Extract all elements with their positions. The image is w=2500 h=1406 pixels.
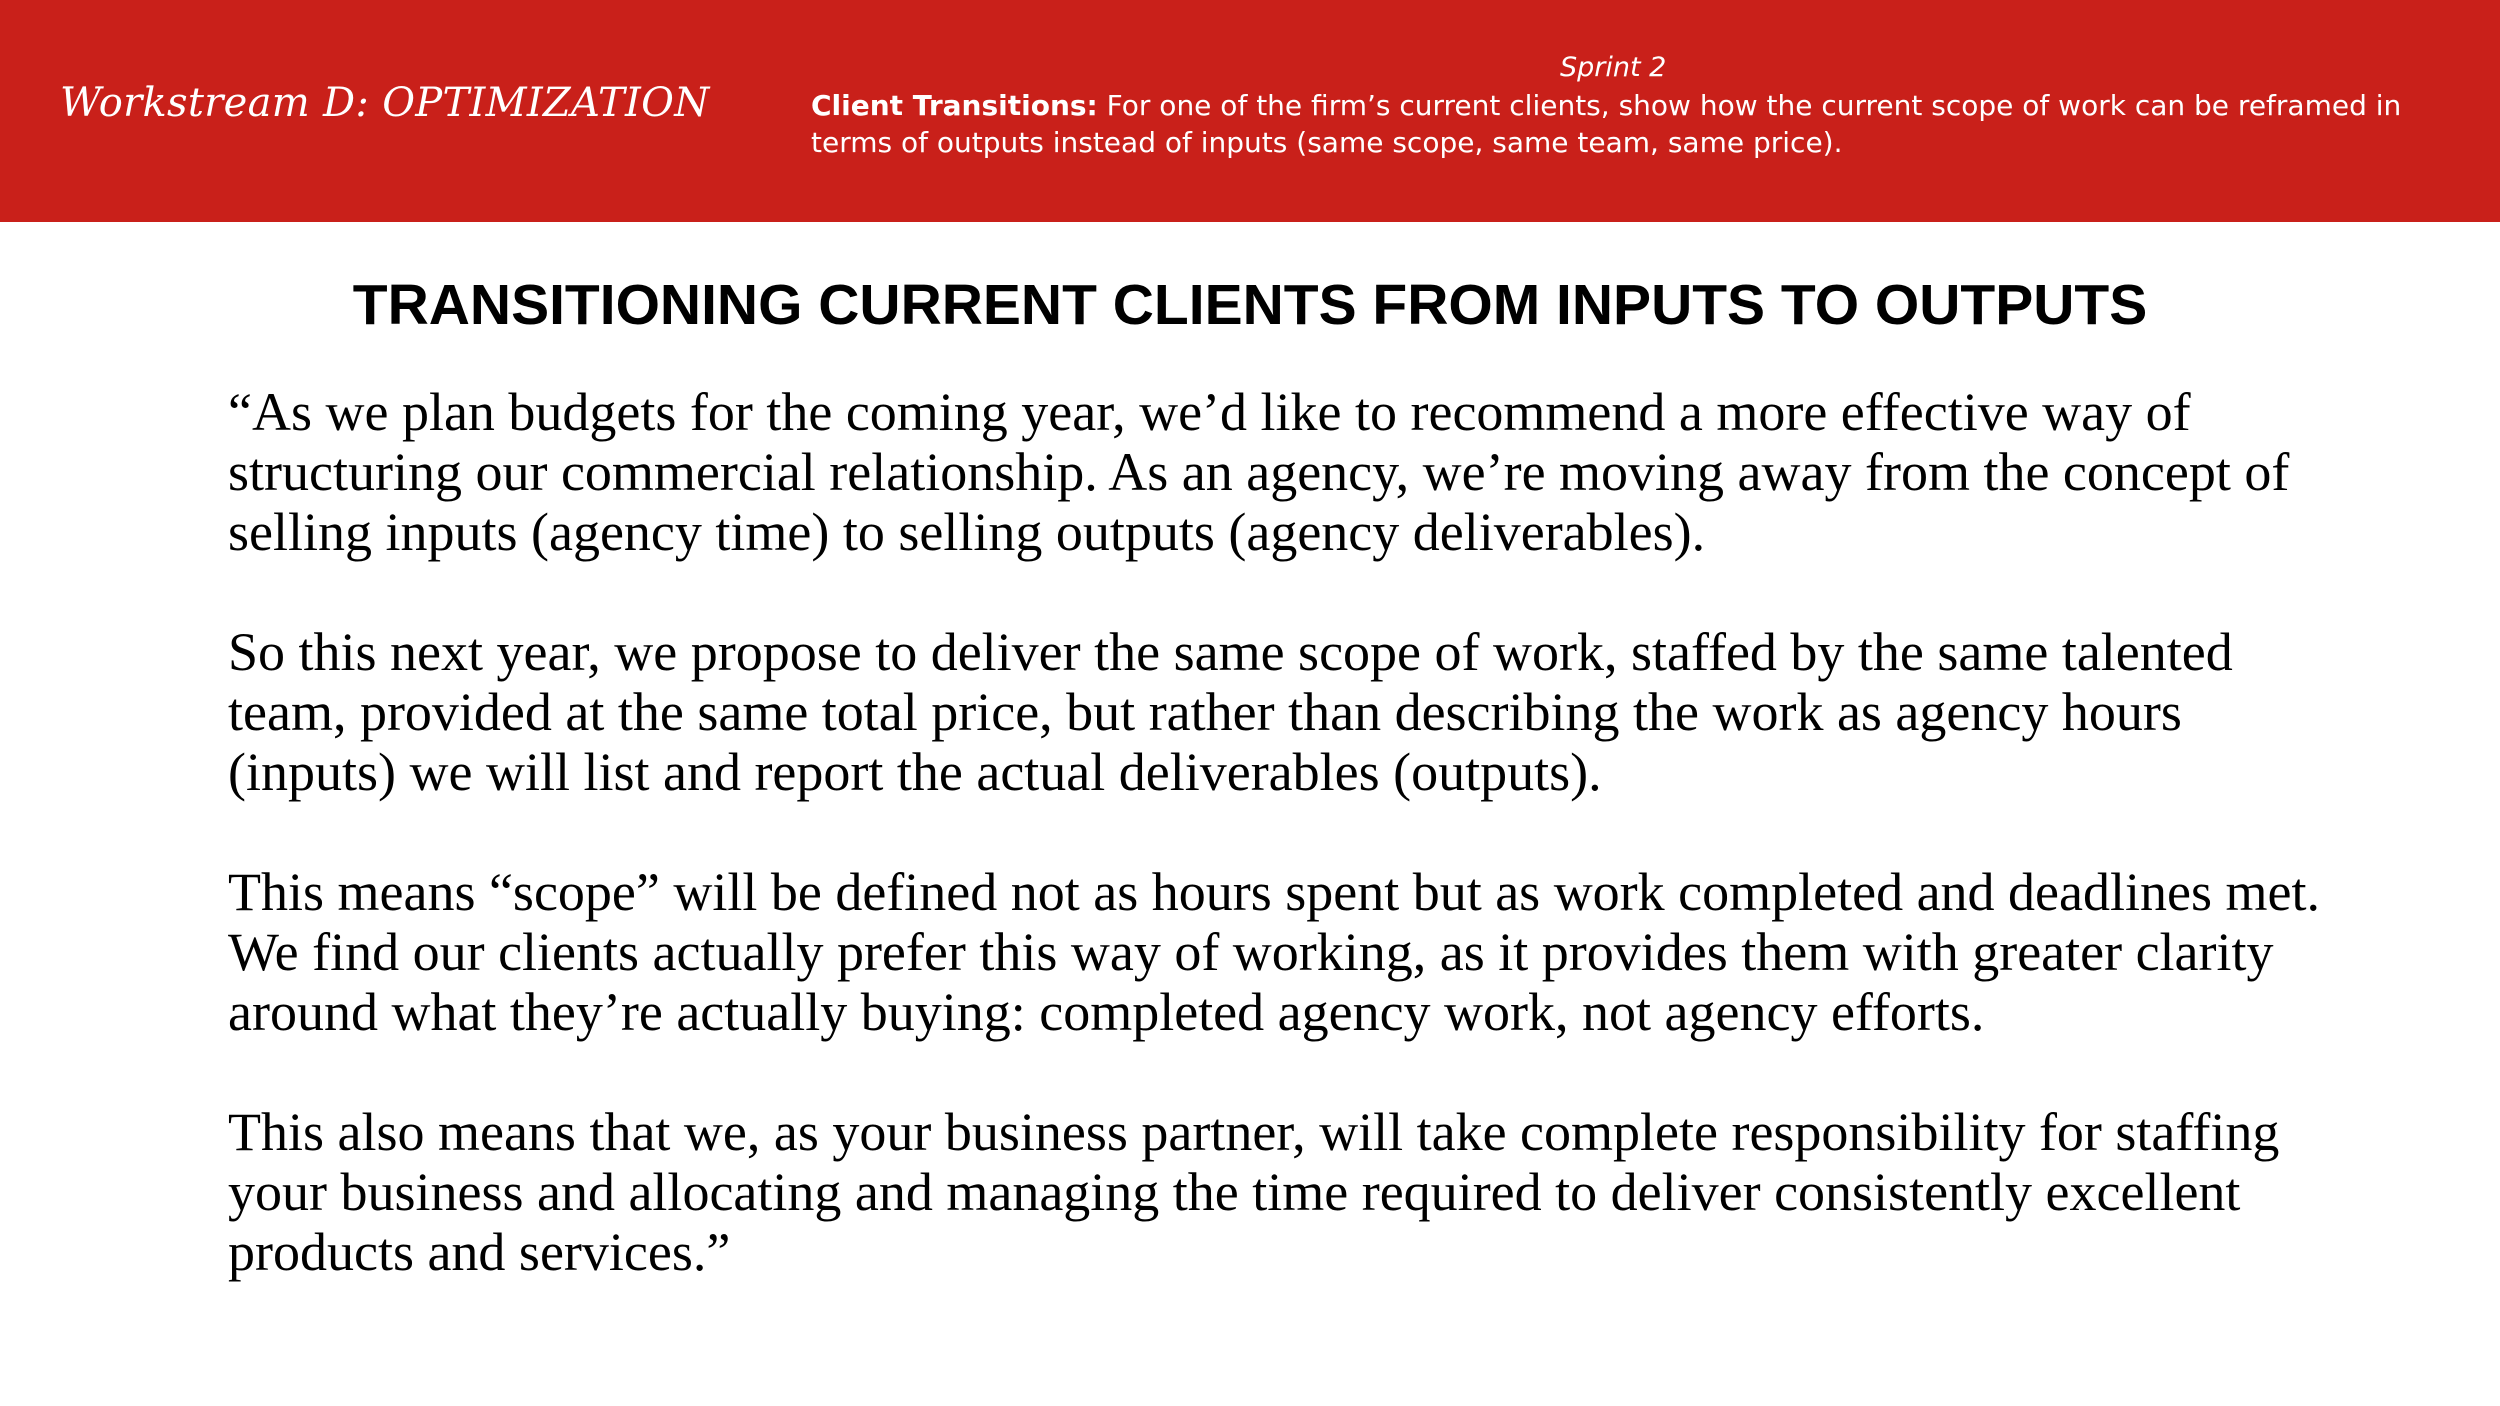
paragraph-1: “As we plan budgets for the coming year, we’d like to recommend a more effective way of structuring our commercial relationship. As an agency, we’re moving away from the concept of selling inputs (agency time) to selling outputs (agency deliverables). [228,382,2290,562]
sprint-description [811,87,2471,161]
sprint-label: Sprint 2 [1560,52,1667,83]
body-text [228,382,2348,1282]
paragraph-3: This means “scope” will be defined not as hours spent but as work completed and deadlines met. We find our clients actually prefer this way of working, as it provides them with greater clarity around what they’re actually buying: completed agency work, not agency efforts. [228,862,2320,1042]
header-band [0,0,2500,222]
client-transitions-text: For one of the firm’s current clients, show how the current scope of work can be reframed in terms of outputs instead of inputs (same scope, same team, same price). [811,89,2402,159]
page-title: TRANSITIONING CURRENT CLIENTS FROM INPUTS TO OUTPUTS [352,273,2148,337]
paragraph-2: So this next year, we propose to deliver the same scope of work, staffed by the same talented team, provided at the same total price, but rather than describing the work as agency hours (inputs) we will list and report the actual deliverables (outputs). [228,622,2233,802]
client-transitions-label: Client Transitions: [811,89,1098,122]
paragraph-4: This also means that we, as your business partner, will take complete responsibility for staffing your business and allocating and managing the time required to deliver consistently excellent products and services.” [228,1102,2280,1282]
workstream-title: Workstream D: OPTIMIZATION [60,80,710,126]
